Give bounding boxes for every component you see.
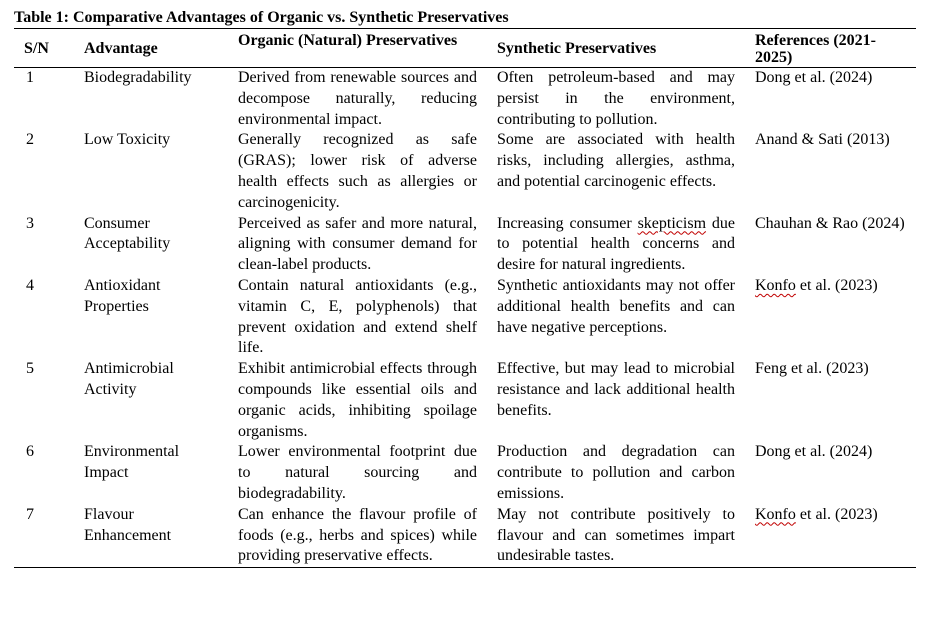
row-advantage: Antioxidant Properties (84, 276, 161, 315)
header-references: References (2021-2025) (755, 32, 876, 66)
row-sn: 1 (26, 69, 34, 86)
spellcheck-flagged-word: skepticism (637, 214, 707, 232)
row-organic: Derived from renewable sources and decompose naturally, reducing environmental impact. (238, 69, 477, 128)
row-sn: 5 (26, 360, 34, 378)
row-synthetic: Synthetic antioxidants may not offer additional health benefits and can have negative perceptions. (497, 276, 735, 336)
row-sn: 7 (26, 505, 34, 523)
table-caption: Table 1: Comparative Advantages of Organic vs. Synthetic Preservatives (14, 9, 509, 26)
row-organic: Lower environmental footprint due to natural sourcing and biodegradability. (238, 443, 477, 502)
reference-text-end: et al. (2023) (795, 505, 878, 523)
table-row (14, 130, 916, 213)
row-reference: Dong et al. (2024) (755, 443, 873, 461)
row-advantage: Antimicrobial Activity (84, 360, 174, 398)
synthetic-text-start: Increasing consumer (497, 214, 638, 232)
table-row (14, 276, 916, 359)
spellcheck-flagged-word: Konfo (755, 276, 796, 294)
row-synthetic: Effective, but may lead to microbial resistance and lack additional health benefits. (497, 360, 735, 419)
row-reference: Feng et al. (2023) (755, 360, 869, 378)
header-organic: Organic (Natural) Preservatives (238, 32, 458, 49)
row-advantage: Biodegradability (84, 69, 192, 86)
row-synthetic (487, 214, 745, 276)
row-organic: Can enhance the flavour profile of foods (e.g., herbs and spices) while providing preservative effects. (238, 505, 477, 565)
row-advantage: Low Toxicity (84, 131, 171, 149)
row-reference (745, 505, 916, 568)
table-row (14, 214, 916, 276)
row-reference: Dong et al. (2024) (755, 69, 873, 86)
header-synthetic: Synthetic Preservatives (497, 40, 657, 58)
header-sn: S/N (24, 40, 49, 58)
row-advantage: Environmental Impact (84, 443, 180, 482)
row-sn: 6 (26, 443, 34, 461)
spellcheck-flagged-word: Konfo (755, 505, 796, 523)
row-sn: 4 (26, 276, 34, 294)
table-row (14, 442, 916, 504)
table-header-row (14, 29, 916, 68)
row-organic: Generally recognized as safe (GRAS); lower risk of adverse health effects such as allergies or carcinogenicity. (238, 131, 477, 211)
row-reference (745, 276, 916, 359)
row-organic: Perceived as safer and more natural, aligning with consumer demand for clean-label products. (238, 214, 477, 274)
table-row (14, 505, 916, 568)
header-advantage: Advantage (84, 40, 158, 58)
row-organic: Exhibit antimicrobial effects through compounds like essential oils and organic acids, inhibiting spoilage organisms. (238, 360, 477, 440)
preservatives-comparison-table (14, 28, 916, 568)
row-synthetic: May not contribute positively to flavour and can sometimes impart undesirable tastes. (497, 505, 735, 565)
row-sn: 3 (26, 214, 34, 232)
row-reference: Chauhan & Rao (2024) (755, 214, 905, 232)
row-synthetic: Some are associated with health risks, including allergies, asthma, and potential carcinogenic effects. (497, 131, 735, 190)
synthetic-text-end: due to potential health concerns and desire for natural ingredients. (497, 214, 735, 274)
row-synthetic: Often petroleum-based and may persist in the environment, contributing to pollution. (497, 69, 735, 128)
table-row (14, 359, 916, 442)
table-row (14, 68, 916, 131)
row-synthetic: Production and degradation can contribute to pollution and carbon emissions. (497, 443, 735, 502)
row-reference: Anand & Sati (2013) (755, 131, 890, 149)
row-advantage: Consumer Acceptability (84, 214, 171, 253)
row-organic: Contain natural antioxidants (e.g., vitamin C, E, polyphenols) that prevent oxidation and extend shelf life. (238, 276, 477, 357)
row-sn: 2 (26, 131, 34, 149)
reference-text-end: et al. (2023) (795, 276, 878, 294)
row-advantage: Flavour Enhancement (84, 505, 172, 544)
